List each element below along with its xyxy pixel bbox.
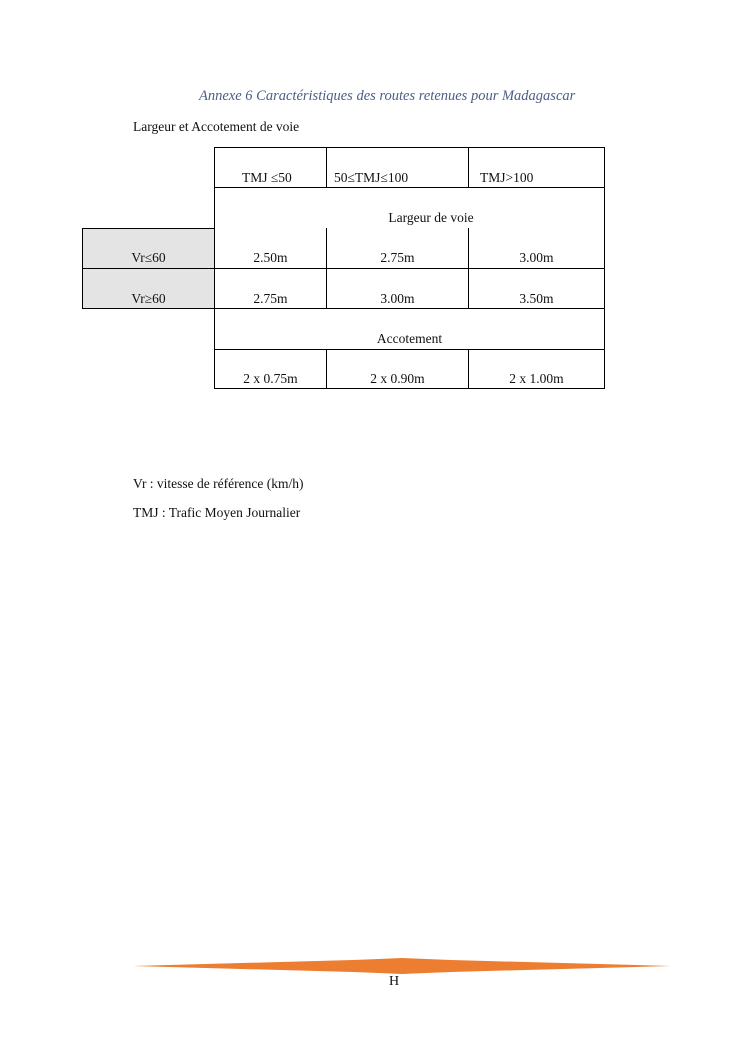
row-divider [214,349,605,350]
header-cell [334,170,408,186]
page-number: H [388,974,400,989]
header-cell-text: TMJ>100 [480,170,534,185]
column-divider [468,147,469,188]
table-cell: 3.00m [380,291,415,306]
header-cell-text: 50≤TMJ≤100 [334,170,409,185]
header-cell-text: TMJ ≤50 [242,170,292,185]
row-divider [82,268,605,269]
table-cell: 2 x 0.90m [370,371,425,386]
table-cell: 2.75m [380,250,415,265]
row-label: Vr≤60 [131,250,166,265]
footer-accent-bar [133,958,671,974]
table-cell: 3.50m [519,291,554,306]
header-cell [480,170,533,186]
row-divider [214,308,605,309]
header-cell [242,170,292,186]
column-divider [326,147,327,188]
section-title: Largeur et Accotement de voie [133,119,300,134]
accotement-label: Accotement [376,331,443,346]
table-cell: 2.75m [253,291,288,306]
legend-tmj: TMJ : Trafic Moyen Journalier [133,505,301,520]
row-divider [214,187,605,188]
table-cell: 3.00m [519,250,554,265]
largeur-label: Largeur de voie [388,210,474,225]
annex-title: Annexe 6 Caractéristiques des routes retenues pour Madagascar [199,88,576,104]
legend-vr: Vr : vitesse de référence (km/h) [133,476,304,491]
table-cell: 2 x 0.75m [243,371,298,386]
row-label: Vr≥60 [131,291,166,306]
table-cell: 2.50m [253,250,288,265]
table-cell: 2 x 1.00m [509,371,564,386]
